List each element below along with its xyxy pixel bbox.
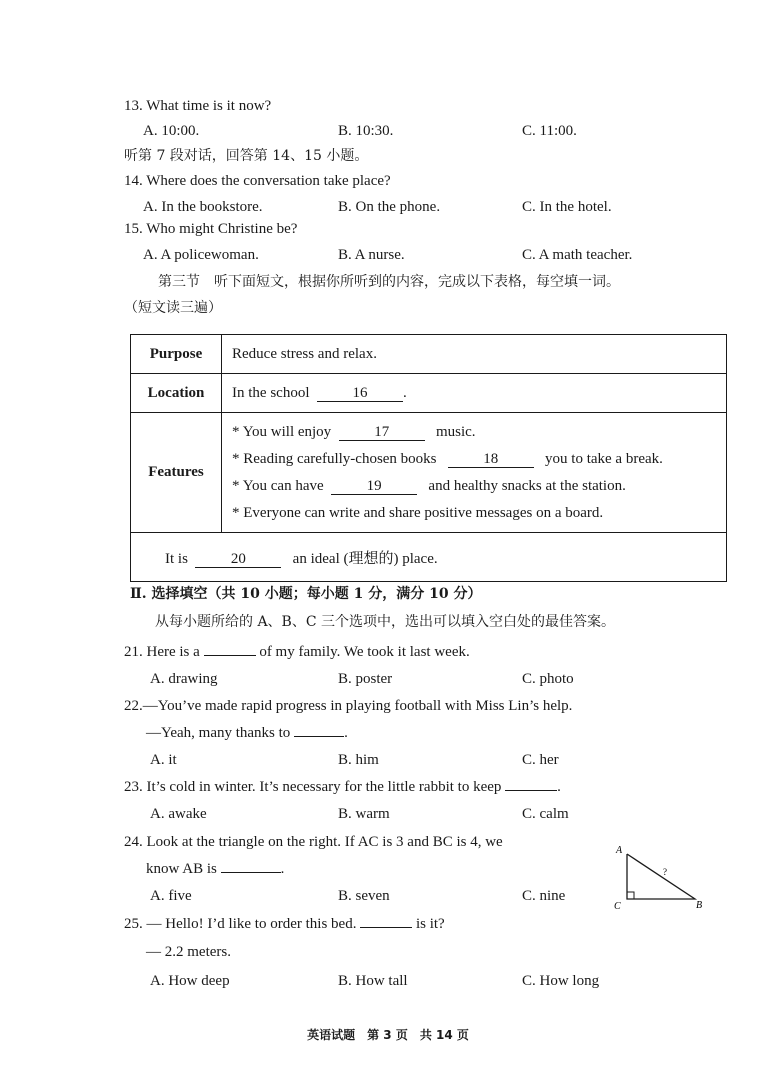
q23-option-c: C. calm — [522, 806, 569, 822]
q21-blank — [204, 655, 256, 656]
q23-stem-end: . — [557, 779, 561, 795]
location-value — [222, 374, 727, 413]
section3-note: （短文读三遍） — [124, 300, 222, 316]
feature-3-end: and healthy snacks at the station. — [428, 477, 626, 494]
q22-option-b: B. him — [338, 752, 379, 768]
q14-option-c: C. In the hotel. — [522, 199, 612, 215]
q21-option-b: B. poster — [338, 671, 393, 687]
q23-stem — [124, 778, 561, 796]
q14-option-a: A. In the bookstore. — [143, 199, 263, 215]
q14-stem: 14. Where does the conversation take place? — [124, 173, 391, 189]
right-angle-mark — [627, 892, 634, 899]
q21-option-c: C. photo — [522, 671, 574, 687]
q21-stem — [124, 643, 470, 661]
q22-line2 — [146, 724, 348, 742]
blank-16: 16 — [317, 385, 403, 402]
q21-option-a: A. drawing — [150, 671, 218, 687]
features-label: Features — [131, 413, 222, 533]
q14-option-b: B. On the phone. — [338, 199, 441, 215]
location-text: In the school — [232, 384, 310, 401]
q22-line2-text: —Yeah, many thanks to — [146, 725, 291, 741]
page-footer: 英语试题 第 3 页 共 14 页 — [307, 1028, 469, 1042]
feature-2 — [232, 446, 726, 473]
q25-option-c: C. How long — [522, 973, 600, 989]
q25-line1 — [124, 915, 445, 933]
part2-title: Ⅱ. 选择填空（共 10 小题；每小题 1 分，满分 10 分） — [130, 586, 482, 602]
label-b: B — [696, 900, 703, 911]
q25-line1-end: is it? — [415, 916, 445, 932]
label-question: ? — [663, 867, 667, 877]
blank-19: 19 — [331, 478, 417, 495]
q22-line2-end: . — [344, 725, 348, 741]
purpose-value: Reduce stress and relax. — [222, 335, 727, 374]
q25-option-b: B. How tall — [338, 973, 408, 989]
summary-text: It is — [165, 550, 188, 567]
feature-2-end: you to take a break. — [545, 450, 663, 467]
q13-stem: 13. What time is it now? — [124, 98, 272, 114]
feature-1 — [232, 419, 726, 446]
q13-option-a: A. 10:00. — [143, 123, 200, 139]
purpose-label: Purpose — [131, 335, 222, 374]
q24-line2 — [146, 860, 284, 878]
q15-option-c: C. A math teacher. — [522, 247, 633, 263]
label-c: C — [614, 901, 621, 912]
feature-1-text: * You will enjoy — [232, 423, 332, 440]
q24-option-b: B. seven — [338, 888, 390, 904]
q22-blank — [294, 736, 344, 737]
q24-blank — [221, 872, 281, 873]
q25-option-a: A. How deep — [150, 973, 230, 989]
location-label: Location — [131, 374, 222, 413]
q23-blank — [505, 790, 557, 791]
dialog7-instruction: 听第 7 段对话，回答第 14、15 小题。 — [124, 148, 369, 164]
q15-stem: 15. Who might Christine be? — [124, 221, 298, 237]
part2-instruction: 从每小题所给的 A、B、C 三个选项中，选出可以填入空白处的最佳答案。 — [155, 614, 616, 630]
q23-stem-text: 23. It’s cold in winter. It’s necessary for the little rabbit to keep — [124, 779, 502, 795]
feature-3-text: * You can have — [232, 477, 324, 494]
label-a: A — [616, 845, 623, 856]
feature-2-text: * Reading carefully-chosen books — [232, 450, 437, 467]
table-row-features — [131, 413, 727, 533]
q21-stem-end: of my family. We took it last week. — [259, 644, 470, 660]
q15-option-a: A. A policewoman. — [143, 247, 259, 263]
q13-option-b: B. 10:30. — [338, 123, 394, 139]
blank-18: 18 — [448, 451, 534, 468]
q22-line1: 22.—You’ve made rapid progress in playing football with Miss Lin’s help. — [124, 698, 573, 714]
q23-option-b: B. warm — [338, 806, 390, 822]
location-period: . — [402, 384, 407, 401]
q25-line2: — 2.2 meters. — [146, 944, 231, 960]
q22-option-a: A. it — [150, 752, 177, 768]
q23-option-a: A. awake — [150, 806, 207, 822]
table-row-location — [131, 374, 727, 413]
q22-option-c: C. her — [522, 752, 559, 768]
feature-4: * Everyone can write and share positive messages on a board. — [232, 504, 604, 521]
summary-end: an ideal (理想的) place. — [292, 550, 438, 567]
table-row-summary — [131, 533, 727, 582]
feature-3 — [232, 473, 726, 500]
section3-instruction: 第三节 听下面短文，根据你所听到的内容，完成以下表格，每空填一词。 — [158, 274, 620, 290]
q24-option-a: A. five — [150, 888, 192, 904]
q24-line2-end: . — [280, 861, 285, 877]
q24-line1: 24. Look at the triangle on the right. If AC is 3 and BC is 4, we — [124, 834, 503, 850]
triangle-figure — [608, 842, 708, 912]
triangle-shape — [627, 854, 695, 899]
q24-option-c: C. nine — [522, 888, 566, 904]
listening-table — [130, 334, 727, 582]
q21-stem-text: 21. Here is a — [124, 644, 200, 660]
table-row-purpose — [131, 335, 727, 374]
features-value — [222, 413, 727, 533]
blank-17: 17 — [339, 424, 425, 441]
feature-1-end: music. — [435, 423, 476, 440]
blank-20: 20 — [195, 551, 281, 568]
q24-line2-text: know AB is — [146, 861, 217, 877]
q25-line1-text: 25. — Hello! I’d like to order this bed. — [124, 916, 357, 932]
q25-blank — [360, 927, 412, 928]
q15-option-b: B. A nurse. — [338, 247, 405, 263]
summary-cell — [131, 533, 727, 582]
q13-option-c: C. 11:00. — [522, 123, 577, 139]
